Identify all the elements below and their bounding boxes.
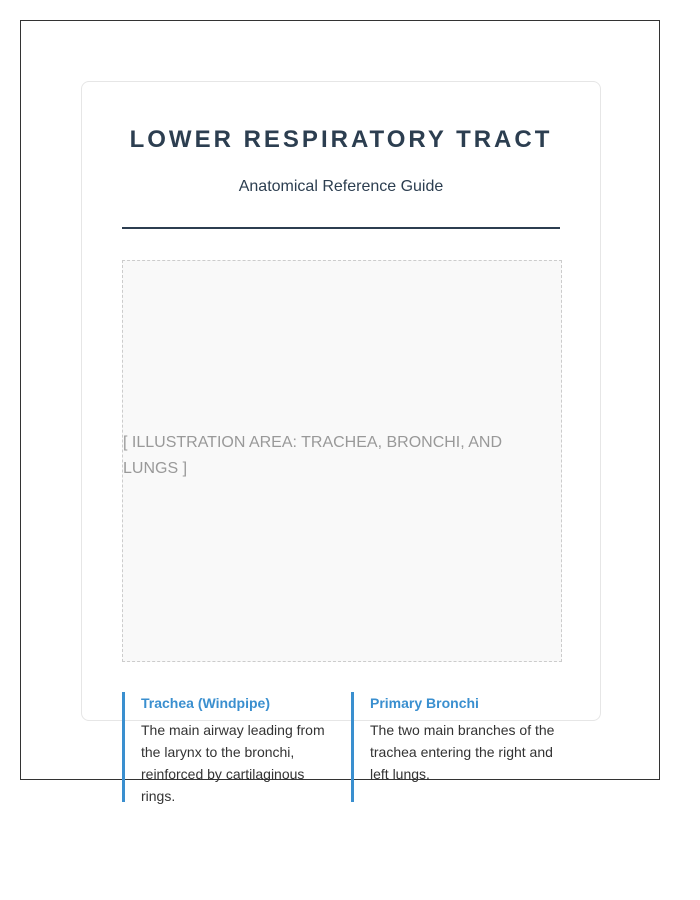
definition-item-trachea xyxy=(122,692,327,802)
definition-description: The main airway leading from the larynx to the bronchi, reinforced by cartilaginous rings. xyxy=(141,722,325,804)
title-divider xyxy=(122,227,560,229)
illustration-placeholder-text: [ ILLUSTRATION AREA: TRACHEA, BRONCHI, AND LUNGS ] xyxy=(123,434,503,477)
page-subtitle: Anatomical Reference Guide xyxy=(238,178,444,195)
page-title: LOWER RESPIRATORY TRACT xyxy=(129,126,553,153)
definition-term: Trachea (Windpipe) xyxy=(141,695,271,711)
illustration-area xyxy=(122,260,562,662)
definition-list xyxy=(122,692,582,802)
definition-item-primary-bronchi xyxy=(351,692,556,802)
definition-description: The two main branches of the trachea entering the right and left lungs. xyxy=(370,722,555,782)
definition-term: Primary Bronchi xyxy=(370,695,479,711)
